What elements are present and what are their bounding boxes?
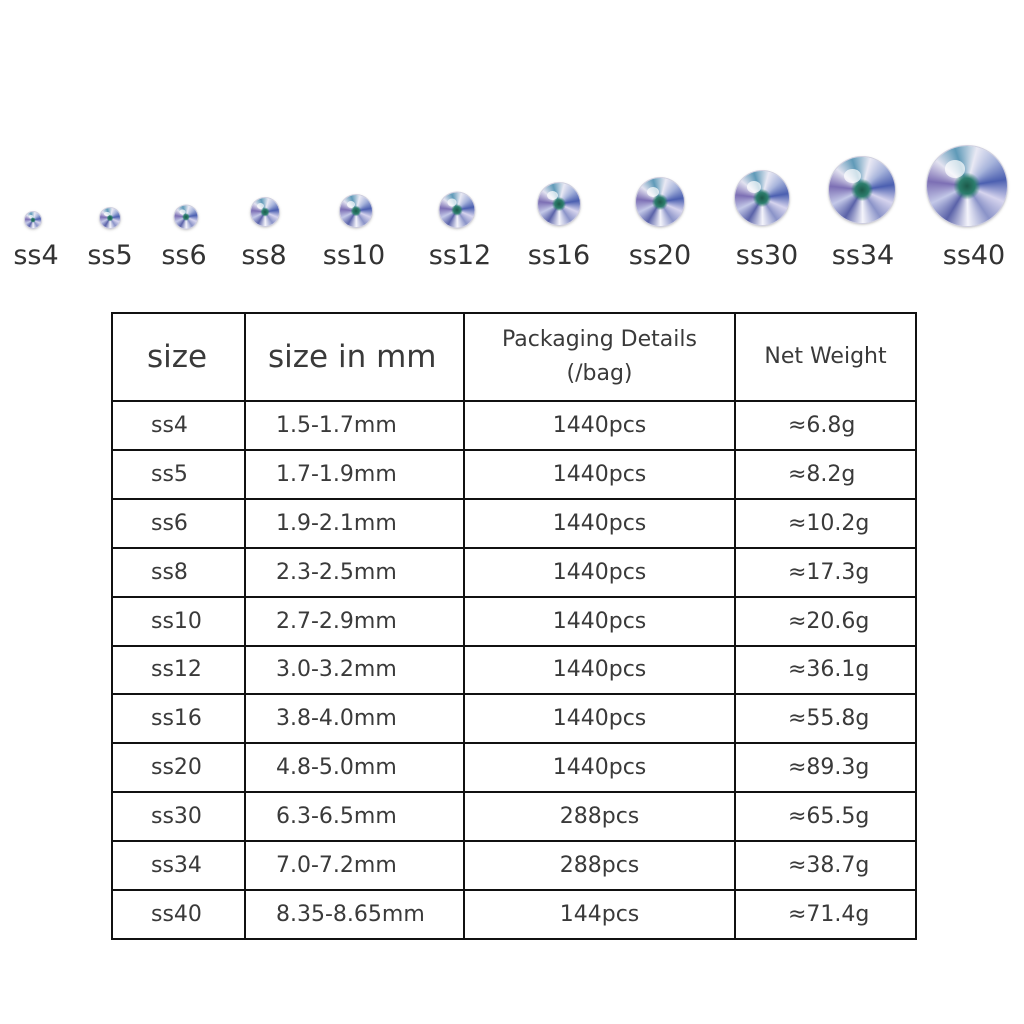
gem-label: ss34	[831, 240, 895, 271]
cell-size: ss20	[112, 743, 245, 792]
table-row	[112, 450, 916, 499]
header-net-weight: Net Weight	[735, 313, 916, 401]
cell-packaging: 1440pcs	[464, 450, 735, 499]
cell-net-weight: ≈89.3g	[735, 743, 916, 792]
cell-size-mm: 7.0-7.2mm	[245, 841, 464, 890]
table-row	[112, 792, 916, 841]
cell-size-mm: 2.3-2.5mm	[245, 548, 464, 597]
cell-net-weight: ≈10.2g	[735, 499, 916, 548]
rhinestone-icon	[829, 157, 895, 223]
gem-label: ss16	[527, 240, 591, 271]
cell-size: ss40	[112, 890, 245, 939]
cell-size: ss5	[112, 450, 245, 499]
cell-net-weight: ≈65.5g	[735, 792, 916, 841]
cell-size-mm: 1.7-1.9mm	[245, 450, 464, 499]
cell-size: ss8	[112, 548, 245, 597]
cell-packaging: 1440pcs	[464, 694, 735, 743]
table-row	[112, 646, 916, 695]
header-size: size	[112, 313, 245, 401]
cell-net-weight: ≈17.3g	[735, 548, 916, 597]
rhinestone-icon	[636, 178, 684, 226]
cell-net-weight: ≈38.7g	[735, 841, 916, 890]
cell-net-weight: ≈8.2g	[735, 450, 916, 499]
cell-packaging: 1440pcs	[464, 401, 735, 450]
cell-size: ss12	[112, 646, 245, 695]
cell-packaging: 288pcs	[464, 841, 735, 890]
table-row	[112, 743, 916, 792]
cell-size: ss10	[112, 597, 245, 646]
header-size-mm: size in mm	[245, 313, 464, 401]
table-row	[112, 499, 916, 548]
header-packaging	[464, 313, 735, 401]
cell-packaging: 1440pcs	[464, 597, 735, 646]
cell-net-weight: ≈71.4g	[735, 890, 916, 939]
size-spec-table	[111, 312, 917, 940]
rhinestone-icon	[25, 212, 41, 228]
gem-label: ss10	[322, 240, 386, 271]
gem-label: ss40	[942, 240, 1006, 271]
cell-size-mm: 6.3-6.5mm	[245, 792, 464, 841]
table-row	[112, 401, 916, 450]
cell-packaging: 1440pcs	[464, 548, 735, 597]
cell-size: ss4	[112, 401, 245, 450]
cell-net-weight: ≈6.8g	[735, 401, 916, 450]
rhinestone-icon	[538, 183, 580, 225]
gem-label: ss20	[628, 240, 692, 271]
cell-net-weight: ≈55.8g	[735, 694, 916, 743]
table-row	[112, 890, 916, 939]
cell-size-mm: 1.5-1.7mm	[245, 401, 464, 450]
table-row	[112, 841, 916, 890]
cell-size-mm: 8.35-8.65mm	[245, 890, 464, 939]
cell-size: ss30	[112, 792, 245, 841]
cell-net-weight: ≈20.6g	[735, 597, 916, 646]
rhinestone-icon	[175, 206, 198, 229]
rhinestone-icon	[927, 146, 1007, 226]
rhinestone-icon	[100, 208, 120, 228]
rhinestone-icon	[440, 193, 475, 228]
cell-net-weight: ≈36.1g	[735, 646, 916, 695]
cell-packaging: 1440pcs	[464, 743, 735, 792]
gem-label: ss6	[161, 240, 207, 271]
cell-size-mm: 4.8-5.0mm	[245, 743, 464, 792]
cell-size-mm: 1.9-2.1mm	[245, 499, 464, 548]
gem-label: ss12	[428, 240, 492, 271]
cell-packaging: 144pcs	[464, 890, 735, 939]
rhinestone-icon	[735, 171, 789, 225]
cell-size: ss16	[112, 694, 245, 743]
table-row	[112, 597, 916, 646]
header-packaging-line2: (/bag)	[566, 361, 633, 386]
rhinestone-icon	[251, 198, 279, 226]
gem-label: ss5	[87, 240, 133, 271]
cell-packaging: 1440pcs	[464, 646, 735, 695]
cell-packaging: 1440pcs	[464, 499, 735, 548]
rhinestone-icon	[340, 195, 372, 227]
cell-size-mm: 3.0-3.2mm	[245, 646, 464, 695]
gem-label: ss4	[13, 240, 59, 271]
gem-label: ss30	[735, 240, 799, 271]
table-row	[112, 694, 916, 743]
header-packaging-line1: Packaging Details	[502, 327, 697, 352]
gem-label: ss8	[241, 240, 287, 271]
table-row	[112, 548, 916, 597]
rhinestone-size-row	[0, 0, 1024, 290]
cell-size: ss34	[112, 841, 245, 890]
cell-size: ss6	[112, 499, 245, 548]
cell-size-mm: 2.7-2.9mm	[245, 597, 464, 646]
cell-packaging: 288pcs	[464, 792, 735, 841]
table-header-row	[112, 313, 916, 401]
cell-size-mm: 3.8-4.0mm	[245, 694, 464, 743]
